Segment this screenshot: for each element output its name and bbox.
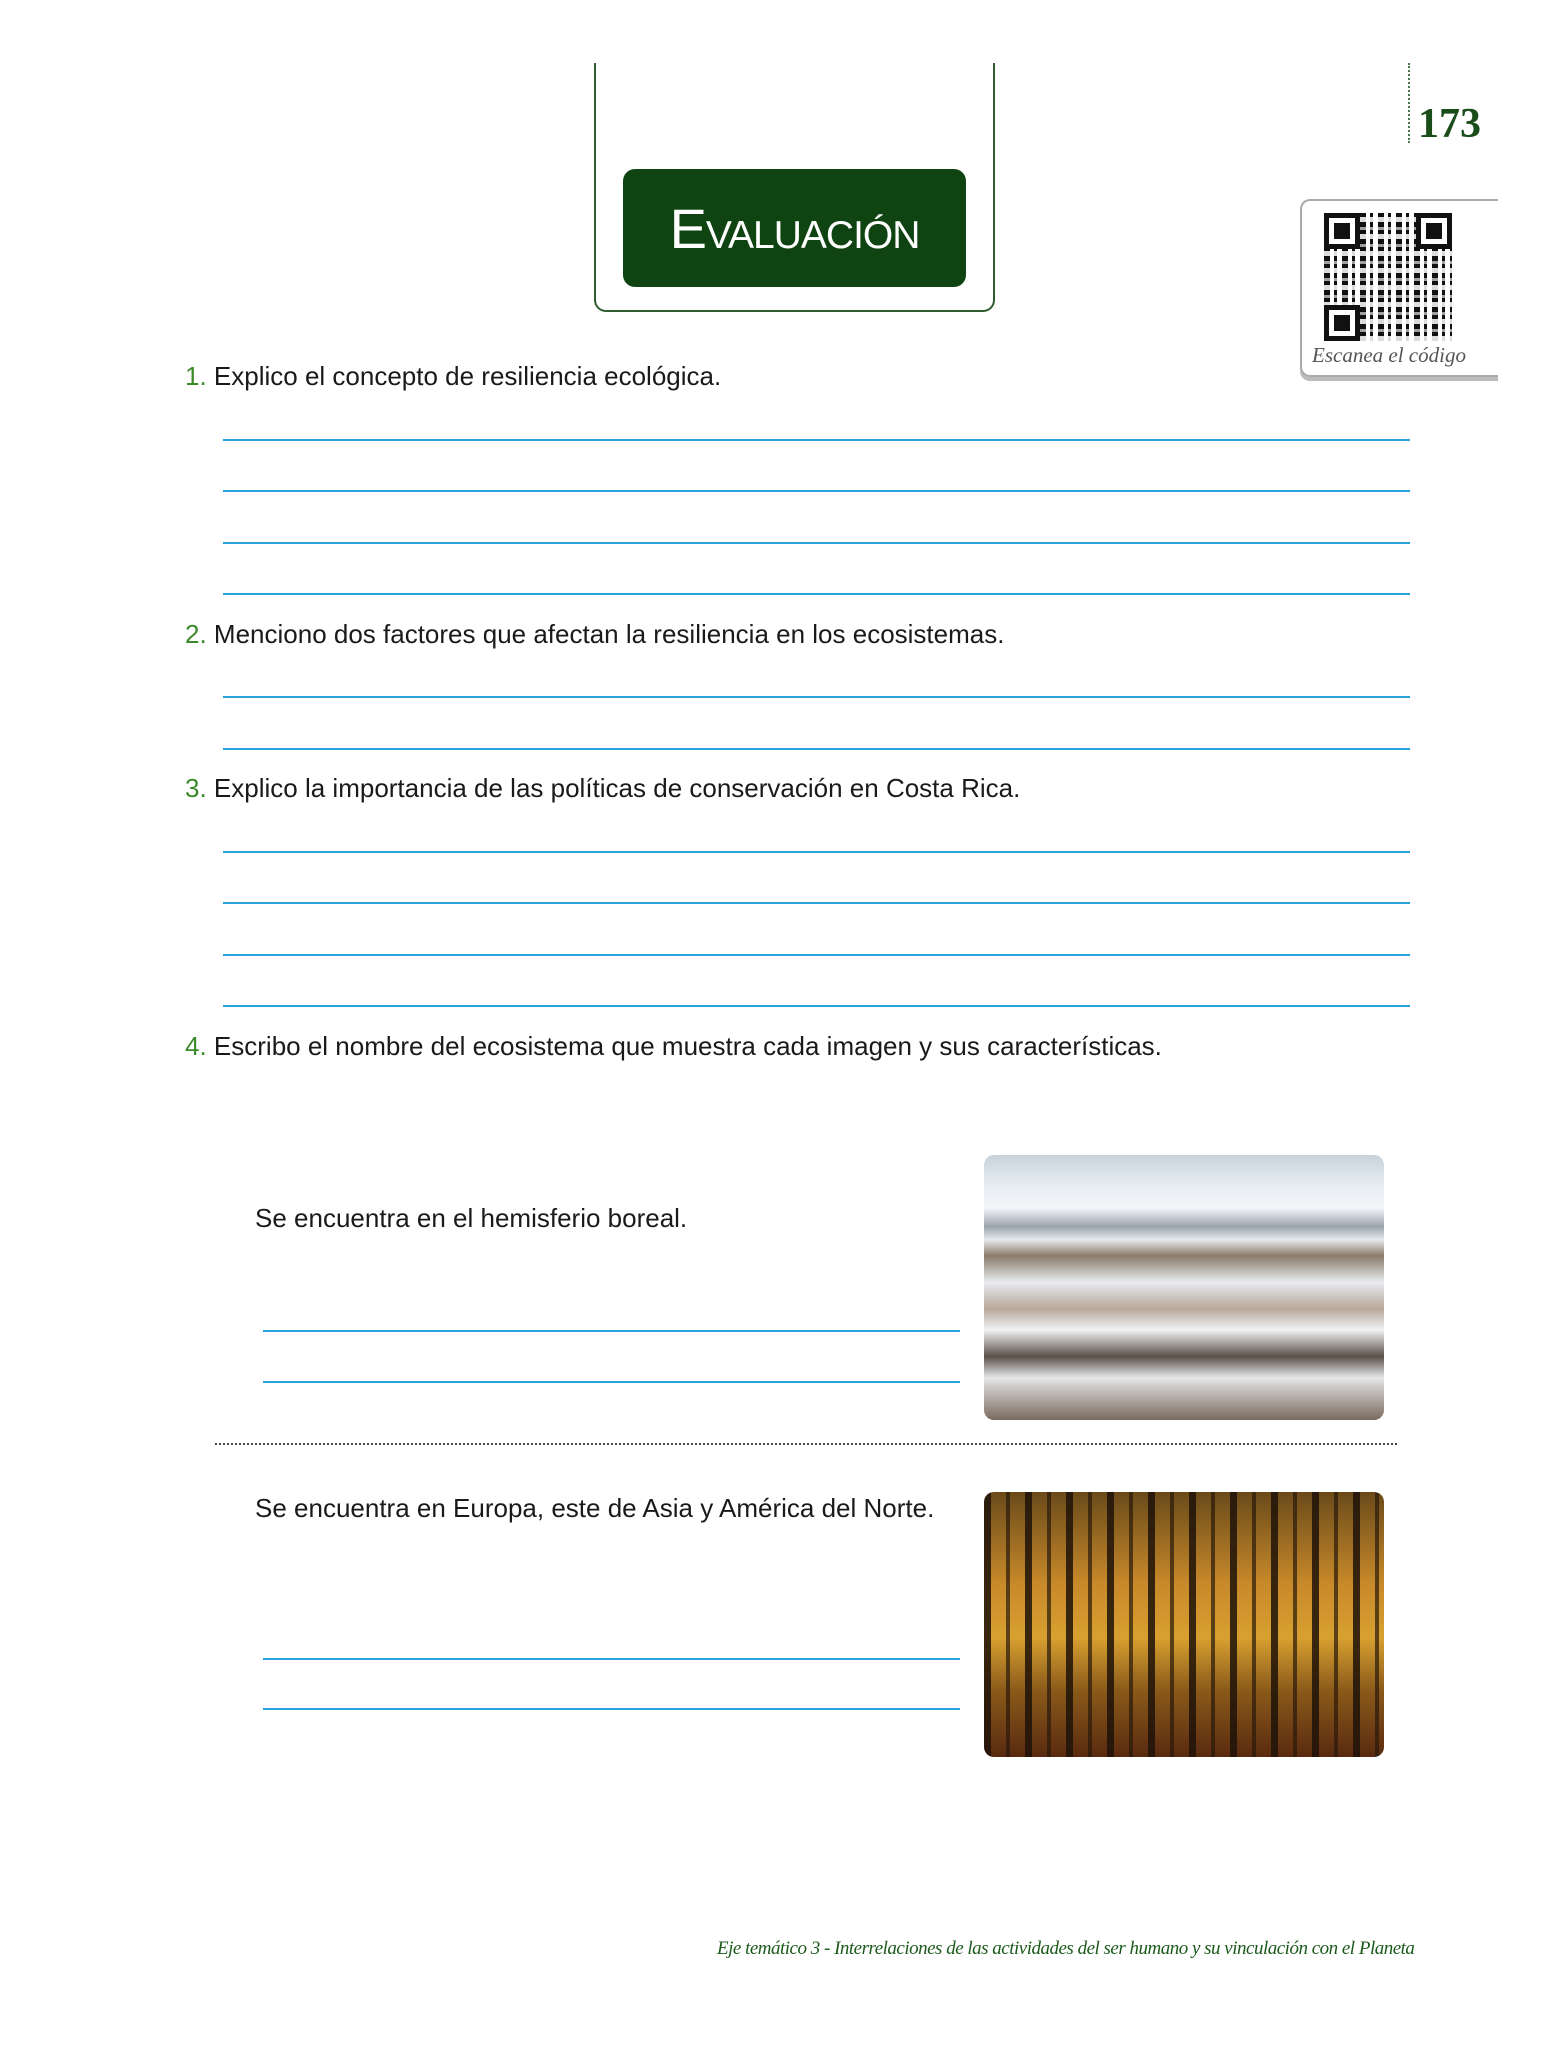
question-1 <box>185 361 721 392</box>
qr-code-icon <box>1324 213 1452 341</box>
qr-caption: Escanea el código <box>1312 343 1466 367</box>
question-3 <box>185 773 1020 804</box>
answer-line[interactable] <box>223 542 1410 544</box>
page-number-divider <box>1408 63 1410 143</box>
section-divider <box>215 1443 1397 1445</box>
answer-line[interactable] <box>223 748 1410 750</box>
qr-code-box[interactable] <box>1300 199 1498 377</box>
answer-line[interactable] <box>223 439 1410 441</box>
answer-line[interactable] <box>263 1658 960 1660</box>
footer-text: Eje temático 3 - Interrelaciones de las actividades del ser humano y su vinculación con el Planeta <box>717 1938 1415 1959</box>
tundra-image <box>984 1155 1384 1420</box>
question-text: Menciono dos factores que afectan la resiliencia en los ecosistemas. <box>213 619 1005 649</box>
question-text: Escribo el nombre del ecosistema que muestra cada imagen y sus características. <box>213 1031 1162 1061</box>
question-text: Explico el concepto de resiliencia ecológica. <box>213 361 722 391</box>
answer-line[interactable] <box>223 696 1410 698</box>
question-number: 2. <box>185 619 207 649</box>
answer-line[interactable] <box>223 593 1410 595</box>
question-number: 1. <box>185 361 207 391</box>
question-text: Explico la importancia de las políticas de conservación en Costa Rica. <box>213 773 1021 803</box>
page-number: 173 <box>1418 101 1481 147</box>
deciduous-forest-image <box>984 1492 1384 1757</box>
answer-line[interactable] <box>223 902 1410 904</box>
answer-line[interactable] <box>263 1381 960 1383</box>
question-2 <box>185 619 1004 650</box>
question-number: 3. <box>185 773 207 803</box>
question-number: 4. <box>185 1031 207 1061</box>
ecosystem-1-description: Se encuentra en el hemisferio boreal. <box>255 1203 688 1233</box>
answer-line[interactable] <box>223 1005 1410 1007</box>
answer-line[interactable] <box>263 1708 960 1710</box>
page-title: Evaluación <box>623 169 966 287</box>
question-4 <box>185 1031 1162 1062</box>
answer-line[interactable] <box>223 851 1410 853</box>
answer-line[interactable] <box>223 954 1410 956</box>
answer-line[interactable] <box>223 490 1410 492</box>
answer-line[interactable] <box>263 1330 960 1332</box>
ecosystem-2-description: Se encuentra en Europa, este de Asia y América del Norte. <box>255 1493 935 1523</box>
